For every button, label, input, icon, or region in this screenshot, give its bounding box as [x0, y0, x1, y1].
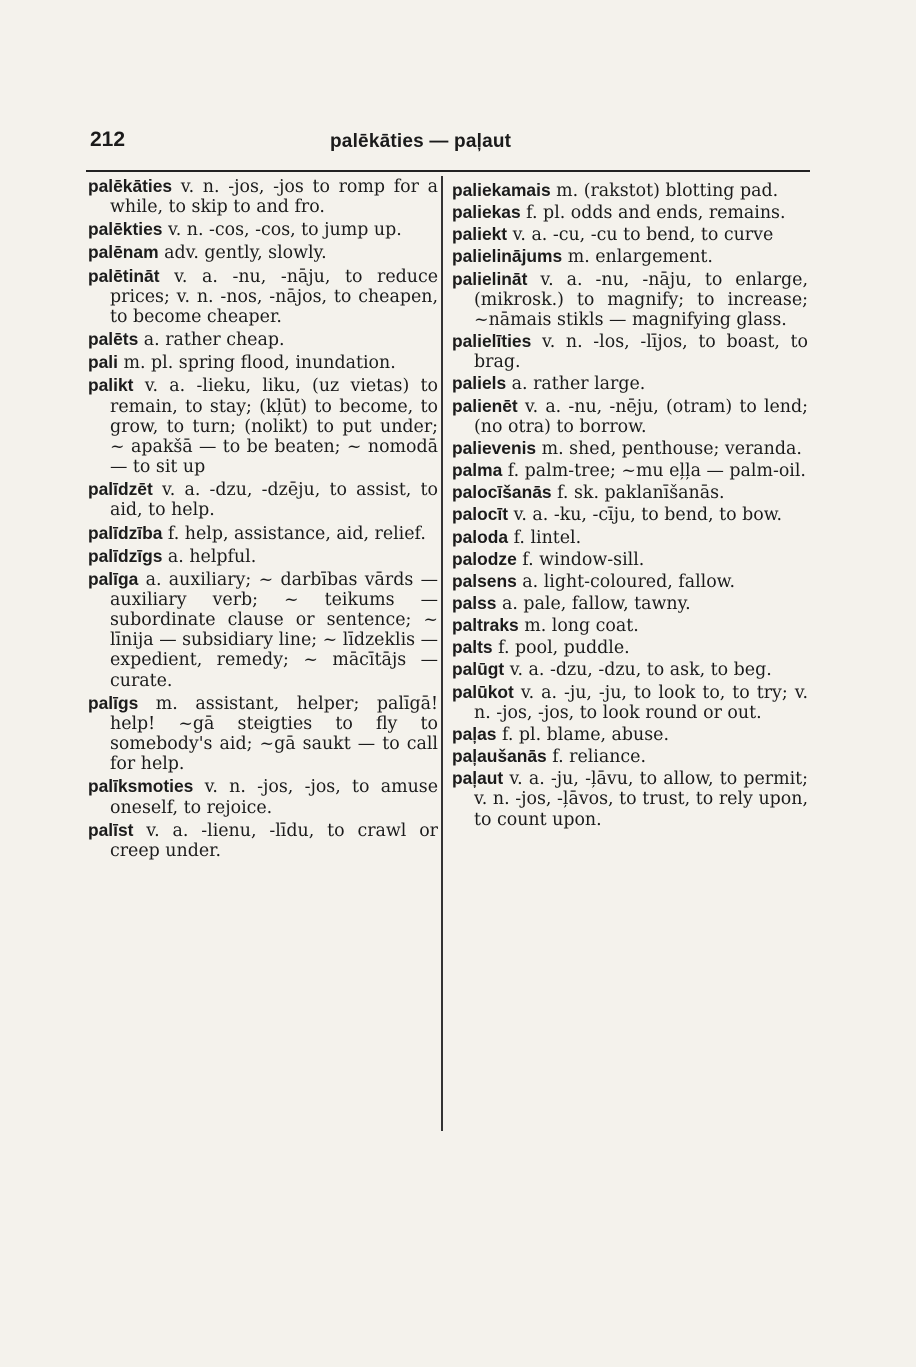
dictionary-entry [452, 482, 808, 503]
dictionary-entry [452, 768, 808, 829]
dictionary-entry [452, 615, 808, 636]
entry-definition: v. a. -cu, -cu to bend, to curve [507, 225, 774, 246]
dictionary-entry [452, 224, 808, 245]
dictionary-entry [88, 375, 438, 477]
entry-definition: v. a. -ku, -cīju, to bend, to bow. [508, 505, 783, 526]
entry-definition: a. pale, fallow, tawny. [496, 593, 691, 614]
dictionary-entry [452, 682, 808, 723]
entry-headword: pali [88, 352, 118, 373]
entry-headword: palielinājums [452, 246, 563, 267]
dictionary-entry [88, 546, 438, 567]
entry-headword: palīst [88, 819, 134, 840]
dictionary-entry [452, 504, 808, 525]
entry-headword: paļaut [452, 768, 504, 789]
dictionary-entry [88, 219, 438, 240]
entry-headword: palīdzīgs [88, 545, 163, 566]
entry-definition: a. auxiliary; ~ darbības vārds — auxiliary verb; ~ teikums — subordinate clause or sentence; ~ līnija — subsidiary line; ~ līdzeklis — expedient, remedy; ~ mācītājs — curate. [110, 569, 438, 691]
entry-definition: f. help, assistance, aid, relief. [162, 523, 426, 544]
entry-definition: f. pool, puddle. [492, 638, 630, 659]
entry-definition: adv. gently, slowly. [158, 243, 327, 264]
entry-definition: m. pl. spring flood, inundation. [117, 353, 396, 374]
entry-headword: palodze [452, 548, 517, 569]
entry-definition: v. n. -los, -lījos, to boast, to brag. [474, 332, 808, 373]
entry-definition: a. helpful. [162, 546, 257, 567]
entry-definition: f. palm-tree; ~mu eļļa — palm-oil. [502, 461, 806, 482]
entry-headword: paloda [452, 526, 509, 547]
entry-headword: palievenis [452, 437, 537, 458]
entry-headword: palsens [452, 570, 517, 591]
dictionary-entry [88, 693, 438, 775]
dictionary-entry [452, 246, 808, 267]
dictionary-entry [88, 242, 438, 263]
dictionary-entry [452, 438, 808, 459]
entry-headword: palēkāties [88, 176, 173, 196]
dictionary-entry [452, 659, 808, 680]
dictionary-entry [452, 593, 808, 614]
entry-headword: paliekt [452, 224, 508, 245]
entry-headword: palīgs [88, 692, 139, 713]
dictionary-entry [88, 479, 438, 520]
entry-definition: v. a. -dzu, -dzēju, to assist, to aid, to help. [110, 480, 438, 521]
dictionary-entry [88, 569, 438, 691]
entry-definition: a. rather large. [506, 374, 646, 395]
entry-definition: v. n. -jos, -jos to romp for a while, to skip to and fro. [110, 177, 438, 218]
entry-definition: v. a. -ju, -ļāvu, to allow, to permit; v. n. -jos, -ļāvos, to trust, to rely upon, to count upon. [474, 769, 808, 830]
entry-definition: a. rather cheap. [138, 330, 285, 351]
entry-definition: f. pl. odds and ends, remains. [520, 203, 786, 224]
dictionary-entry [452, 269, 808, 330]
entry-headword: palēnam [88, 242, 159, 263]
entry-headword: palienēt [452, 395, 518, 416]
dictionary-entry [452, 180, 808, 201]
entry-definition: m. long coat. [518, 616, 639, 637]
entry-headword: palīdzība [88, 522, 163, 543]
entry-definition: v. a. -lienu, -līdu, to crawl or creep under. [110, 820, 438, 861]
header-rule [86, 170, 810, 172]
running-head: palēkāties — paļaut [330, 131, 512, 152]
entry-definition: v. a. -lieku, liku, (uz vietas) to remain, to stay; (kļūt) to become, to grow, to turn; (nolikt) to put under; ~ apakšā — to be beaten; ~ nomodā — to sit up [110, 376, 438, 478]
entry-headword: palīksmoties [88, 776, 194, 797]
entry-headword: paliels [452, 373, 507, 394]
dictionary-entry [88, 820, 438, 861]
dictionary-entry [452, 724, 808, 745]
entry-definition: m. (rakstot) blotting pad. [550, 181, 779, 201]
entry-headword: palikt [88, 375, 134, 396]
entry-headword: paļas [452, 723, 497, 744]
entry-definition: m. assistant, helper; palīgā! help! ~gā steigties to fly to somebody's aid; ~gā saukt — to call for help. [110, 693, 438, 775]
entry-headword: palūgt [452, 659, 505, 680]
dictionary-entry [452, 637, 808, 658]
dictionary-entry [452, 549, 808, 570]
entry-headword: palts [452, 637, 493, 658]
entry-definition: m. shed, penthouse; veranda. [536, 438, 802, 459]
entry-definition: v. a. -nu, -nāju, to reduce prices; v. n. -nos, -nājos, to cheapen, to become cheaper. [110, 266, 438, 327]
entry-headword: palēkties [88, 219, 163, 240]
entry-headword: palielināt [452, 268, 528, 289]
entry-headword: palocīšanās [452, 482, 552, 503]
right-column [452, 180, 808, 831]
entry-headword: paltraks [452, 615, 519, 636]
dictionary-entry [452, 746, 808, 767]
left-column [88, 176, 438, 863]
page-number: 212 [90, 128, 126, 151]
entry-definition: v. a. -ju, -ju, to look to, to try; v. n. -jos, -jos, to look round or out. [474, 682, 808, 723]
entry-definition: v. n. -cos, -cos, to jump up. [162, 220, 402, 241]
entry-definition: a. light-coloured, fallow. [516, 571, 736, 592]
entry-headword: palētināt [88, 265, 160, 286]
dictionary-entry [452, 202, 808, 223]
dictionary-entry [88, 266, 438, 327]
entry-headword: paliekas [452, 202, 521, 223]
dictionary-entry [88, 523, 438, 544]
entry-definition: f. window-sill. [516, 549, 645, 570]
dictionary-entry [88, 329, 438, 350]
dictionary-entry [452, 460, 808, 481]
entry-headword: palma [452, 460, 503, 481]
entry-headword: palīga [88, 568, 139, 589]
entry-definition: f. lintel. [508, 527, 582, 548]
entry-headword: palocīt [452, 504, 509, 525]
entry-definition: m. enlargement. [562, 247, 713, 268]
entry-headword: paliekamais [452, 180, 551, 200]
entry-definition: v. a. -nu, -nāju, to enlarge, (mikrosk.) to magnify; to increase; ~nāmais stikls — magnifying glass. [474, 269, 808, 330]
entry-headword: palīdzēt [88, 479, 153, 500]
dictionary-entry [452, 571, 808, 592]
entry-definition: v. a. -nu, -nēju, (otram) to lend; (no otra) to borrow. [474, 396, 808, 437]
entry-headword: paļaušanās [452, 746, 547, 767]
entry-headword: palūkot [452, 681, 514, 702]
column-divider [441, 176, 443, 1131]
dictionary-entry [452, 331, 808, 372]
entry-definition: f. pl. blame, abuse. [496, 724, 669, 745]
entry-definition: v. a. -dzu, -dzu, to ask, to beg. [504, 660, 772, 681]
dictionary-entry [452, 373, 808, 394]
dictionary-entry [88, 176, 438, 217]
entry-headword: palss [452, 592, 497, 613]
entry-definition: f. reliance. [546, 747, 646, 768]
dictionary-entry [88, 352, 438, 373]
entry-headword: palielīties [452, 331, 532, 352]
entry-headword: palēts [88, 329, 139, 350]
dictionary-entry [88, 776, 438, 817]
entry-definition: f. sk. paklanīšanās. [551, 483, 725, 504]
entry-definition: v. n. -jos, -jos, to amuse oneself, to rejoice. [110, 777, 438, 818]
dictionary-entry [452, 396, 808, 437]
dictionary-entry [452, 527, 808, 548]
